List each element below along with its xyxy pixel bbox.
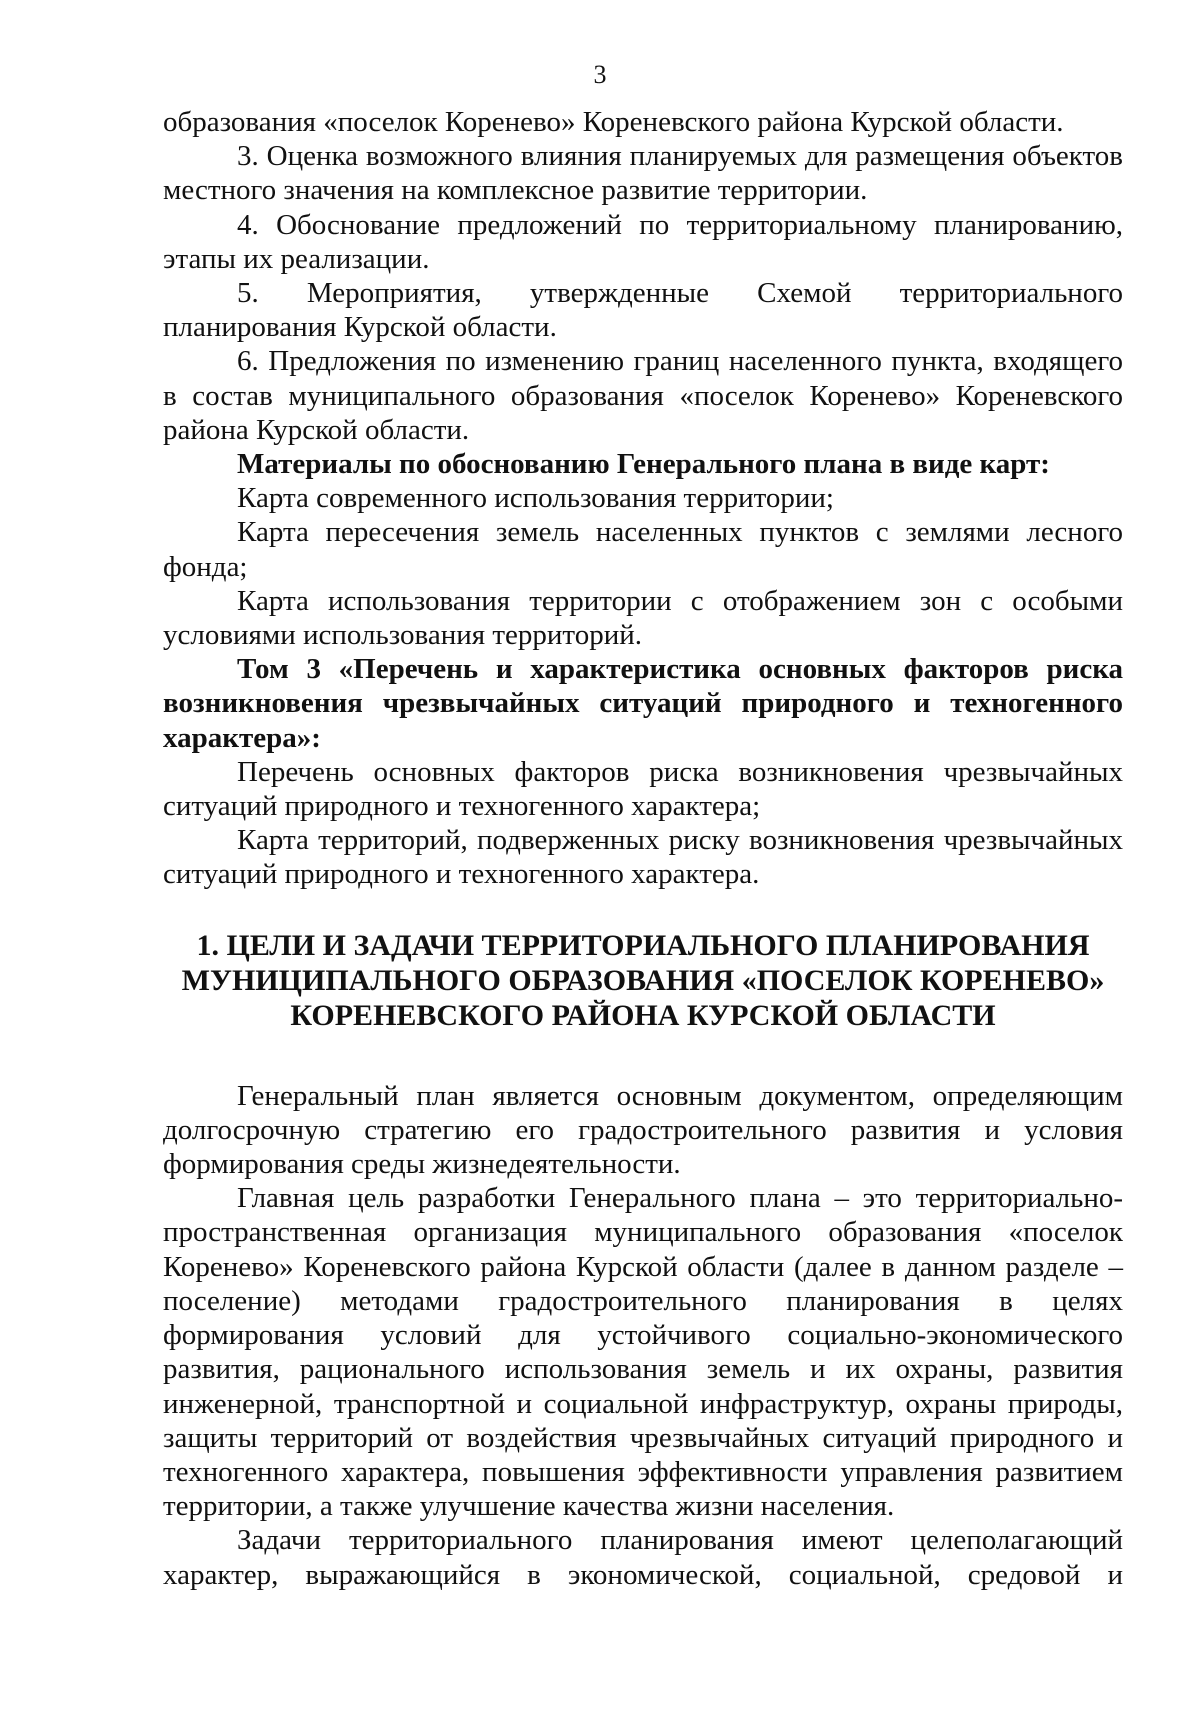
map-item-1: Карта современного использования территории; — [237, 482, 834, 515]
page-number: 3 — [593, 60, 607, 89]
list-item-6: 6. Предложения по изменению границ населенного пункта, входящего в состав муниципального образования «поселок Коренево» Кореневского района Курской области. — [163, 345, 1123, 446]
section-title — [163, 928, 1123, 1033]
list-item-4: 4. Обоснование предложений по территориальному планированию, этапы их реализации. — [163, 208, 1123, 275]
map-item-3: Карта использования территории с отображением зон с особыми условиями использования территорий. — [163, 584, 1123, 652]
section-title-line-2: МУНИЦИПАЛЬНОГО ОБРАЗОВАНИЯ «ПОСЕЛОК КОРЕНЕВО» — [181, 963, 1105, 997]
body-paragraph-1: Генеральный план является основным документом, определяющим долгосрочную стратегию его градостроительного развития и условия формирования среды жизнедеятельности. — [163, 1079, 1123, 1181]
volume-3-item-1: Перечень основных факторов риска возникновения чрезвычайных ситуаций природного и техногенного характера; — [163, 755, 1123, 823]
volume-3-heading: Том 3 «Перечень и характеристика основных факторов риска возникновения чрезвычайных ситуаций природного и техногенного характера»: — [163, 653, 1123, 754]
list-item-5: 5. Мероприятия, утвержденные Схемой территориального планирования Курской области. — [163, 277, 1123, 344]
volume-3-item-2: Карта территорий, подверженных риску возникновения чрезвычайных ситуаций природного и техногенного характера. — [163, 824, 1123, 891]
body-paragraph-2: Главная цель разработки Генерального плана – это территориально-пространственная организация муниципального образования «поселок Коренево» Кореневского района Курской области (далее в данном разделе – поселение) методами градостроительного планирования в целях формирования условий для устойчивого социально-экономического развития, рационального использования земель и их охраны, развития инженерной, транспортной и социальной инфраструктур, охраны природы, защиты территорий от воздействия чрезвычайных ситуаций природного и техногенного характера, повышения эффективности управления развитием территории, а также улучшение качества жизни населения. — [163, 1182, 1123, 1523]
document-body — [163, 105, 1123, 1592]
section-title-line-1: 1. ЦЕЛИ И ЗАДАЧИ ТЕРРИТОРИАЛЬНОГО ПЛАНИРОВАНИЯ — [196, 928, 1090, 962]
section-title-line-3: КОРЕНЕВСКОГО РАЙОНА КУРСКОЙ ОБЛАСТИ — [290, 998, 996, 1032]
paragraph-continuation: образования «поселок Коренево» Кореневского района Курской области. — [163, 106, 1064, 138]
maps-heading: Материалы по обоснованию Генерального плана в виде карт: — [237, 448, 1050, 481]
map-item-2: Карта пересечения земель населенных пунктов с землями лесного фонда; — [163, 516, 1123, 583]
list-item-3: 3. Оценка возможного влияния планируемых для размещения объектов местного значения на комплексное развитие территории. — [163, 140, 1123, 207]
body-paragraph-3: Задачи территориального планирования имеют целеполагающий характер, выражающийся в экономической, социальной, средовой и — [163, 1524, 1123, 1591]
